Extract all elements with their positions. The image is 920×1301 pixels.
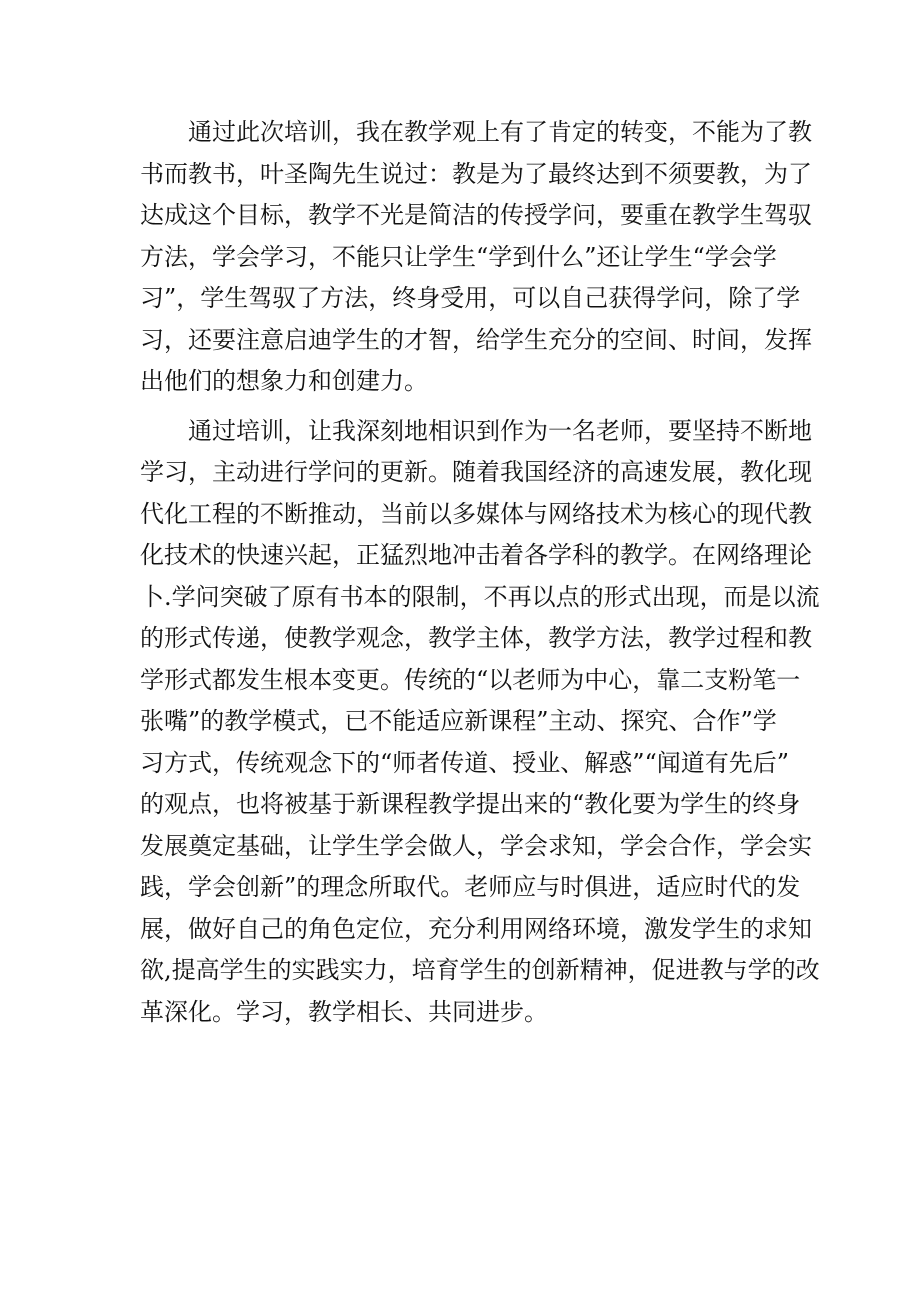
text-line: 出他们的想象力和创建力。	[140, 367, 428, 395]
text-line: 方法，学会学习，不能只让学生“学到什么”还让学生“学会学	[140, 242, 777, 271]
text-line: 的观点，也将被基于新课程教学提出来的“教化要为学生的终身	[140, 790, 801, 818]
text-line: 化技术的快速兴起，正猛烈地冲击着各学科的教学。在网络理论	[140, 541, 812, 569]
text-line: 习”，学生驾驭了方法，终身受用，可以自己获得学问，除了学	[140, 284, 801, 312]
document-body	[140, 112, 820, 1033]
text-line: 发展奠定基础，让学生学会做人，学会求知，学会合作，学会实	[140, 831, 812, 860]
text-line: 学习，主动进行学问的更新。随着我国经济的高速发展，教化现	[140, 458, 812, 486]
text-line: 的形式传递，使教学观念，教学主体，教学方法，教学过程和教	[140, 624, 812, 652]
text-line: 代化工程的不断推动，当前以多媒体与网络技术为核心的现代教	[140, 499, 812, 528]
text-line: 通过培训，让我深刻地相识到作为一名老师，要坚持不断地	[140, 416, 812, 445]
text-line: 张嘴”的教学模式，已不能适应新课程”主动、探究、合作”学	[140, 707, 777, 735]
text-line: 书而教书，叶圣陶先生说过：教是为了最终达到不须要教，为了	[140, 159, 812, 188]
text-line: 展，做好自己的角色定位，充分利用网络环境，激发学生的求知	[140, 914, 812, 943]
text-line: 习，还要注意启迪学生的才智，给学生充分的空间、时间，发挥	[140, 325, 812, 354]
text-line: 欲,提高学生的实践实力，培育学生的创新精神，促进教与学的改	[140, 956, 820, 984]
text-line: 革深化。学习，教学相长、共同进步。	[140, 997, 548, 1026]
text-line: 学形式都发生根本变更。传统的“以老师为中心，靠二支粉笔一	[140, 665, 801, 694]
text-line: 通过此次培训，我在教学观上有了肯定的转变，不能为了教	[140, 118, 812, 146]
paragraph-1	[140, 112, 812, 403]
paragraph-2	[140, 411, 820, 1034]
text-line: 践，学会创新”的理念所取代。老师应与时俱进，适应时代的发	[140, 873, 801, 901]
text-line: 卜.学问突破了原有书本的限制，不再以点的形式出现，而是以流	[140, 582, 820, 611]
text-line: 习方式，传统观念下的“师者传道、授业、解惑”“闻道有先后”	[140, 748, 790, 777]
text-line: 达成这个目标，教学不光是简洁的传授学问，要重在教学生驾驭	[140, 201, 812, 229]
